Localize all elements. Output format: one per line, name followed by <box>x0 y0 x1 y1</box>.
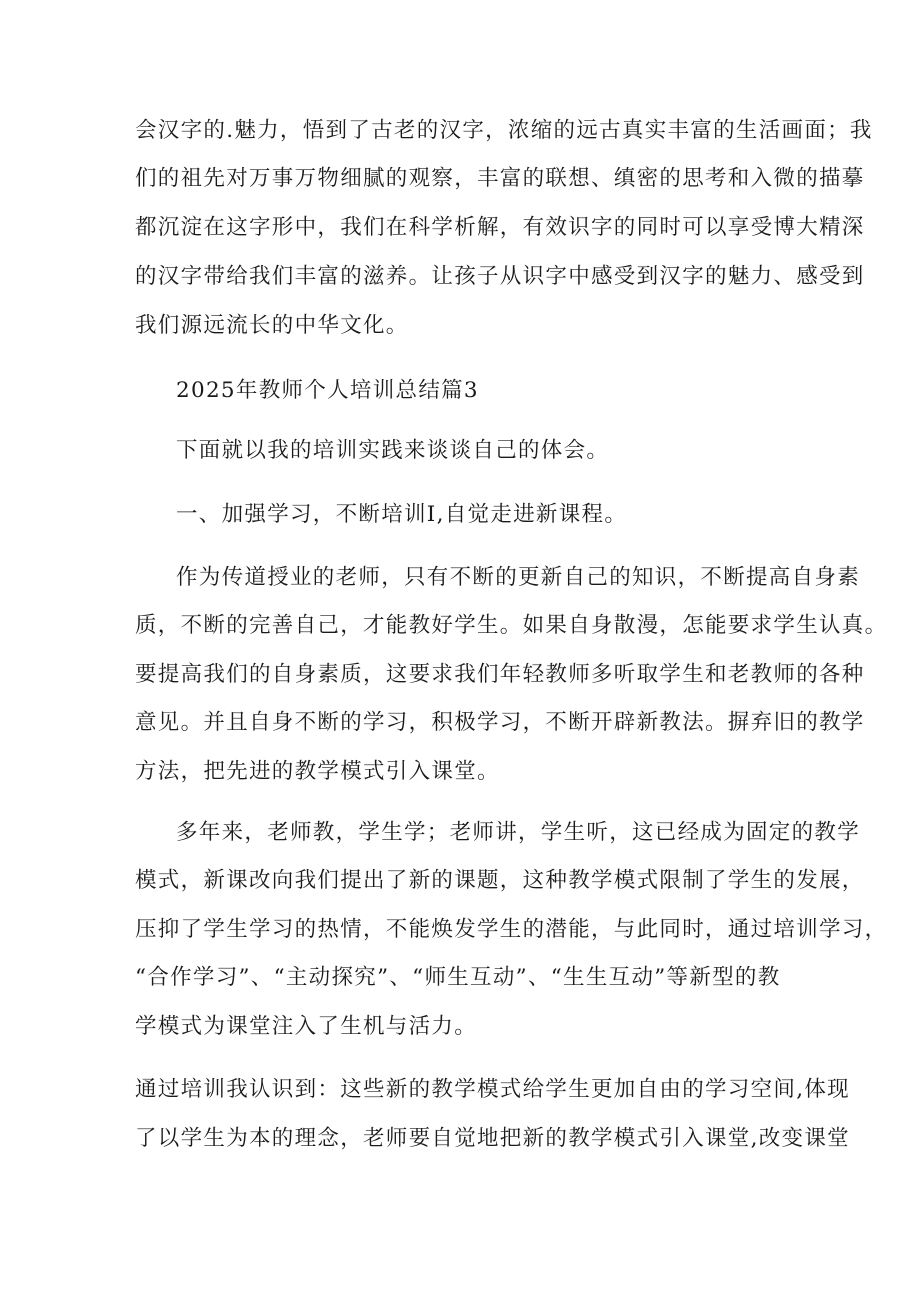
text-line: 会汉字的.魅力，悟到了古老的汉字，浓缩的远古真实丰富的生活画面；我 <box>135 118 873 143</box>
text-line: 要提高我们的自身素质，这要求我们年轻教师多听取学生和老教师的各种 <box>135 662 865 687</box>
text-line: 的汉字带给我们丰富的滋养。让孩子从识字中感受到汉字的魅力、感受到 <box>135 264 865 289</box>
text-line: 了以学生为本的理念，老师要自觉地把新的教学模式引入课堂,改变课堂 <box>135 1126 850 1151</box>
text-line: 多年来，老师教，学生学；老师讲，学生听，这已经成为固定的教学 <box>176 820 861 845</box>
text-line: 质，不断的完善自己，才能教好学生。如果自身散漫，怎能要求学生认真。 <box>135 613 888 638</box>
text-line: 们的祖先对万事万物细腻的观察，丰富的联想、缜密的思考和入微的描摹 <box>135 166 865 191</box>
text-line: 都沉淀在这字形中，我们在科学析解，有效识字的同时可以享受博大精深 <box>135 215 865 240</box>
text-line: 学模式为课堂注入了生机与活力。 <box>135 1014 478 1039</box>
text-line: 压抑了学生学习的热情，不能焕发学生的潜能，与此同时，通过培训学习， <box>135 917 888 942</box>
text-line: 方法，把先进的教学模式引入课堂。 <box>135 759 500 784</box>
text-line: 通过培训我认识到：这些新的教学模式给学生更加自由的学习空间,体现 <box>135 1077 850 1102</box>
text-line: “合作学习”、“主动探究”、“师生互动”、“生生互动”等新型的教 <box>135 965 781 990</box>
section-heading: 2025年教师个人培训总结篇3 <box>176 378 479 403</box>
intro-paragraph: 下面就以我的培训实践来谈谈自己的体会。 <box>176 438 610 463</box>
subsection-title: 一、加强学习，不断培训I,自觉走进新课程。 <box>176 502 628 527</box>
text-line: 模式，新课改向我们提出了新的课题，这种教学模式限制了学生的发展， <box>135 868 865 893</box>
text-line: 作为传道授业的老师，只有不断的更新自己的知识，不断提高自身素 <box>176 565 861 590</box>
text-line: 意见。并且自身不断的学习，积极学习，不断开辟新教法。摒弃旧的教学 <box>135 710 865 735</box>
text-line: 我们源远流长的中华文化。 <box>135 313 409 338</box>
